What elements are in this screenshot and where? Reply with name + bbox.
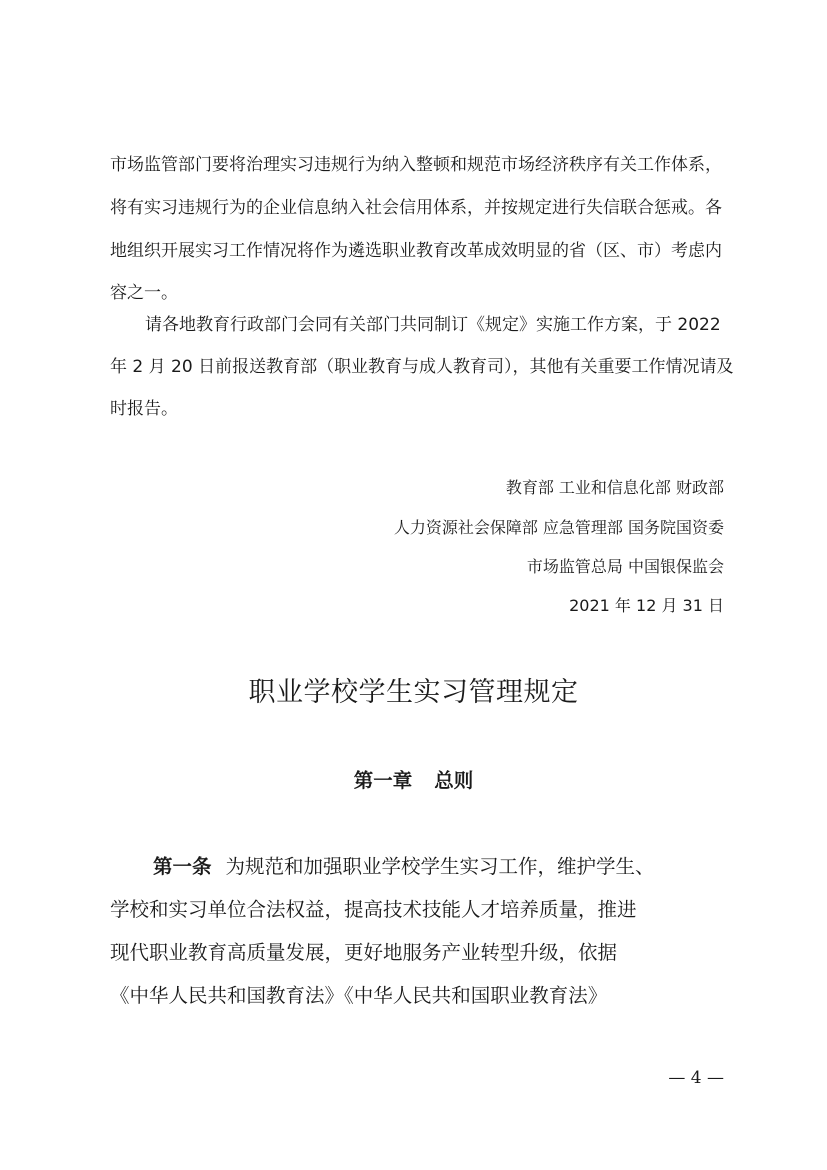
chapter-number: 第一章 bbox=[353, 769, 413, 792]
article-label: 第一条 bbox=[153, 855, 212, 878]
paragraph2-line-1: 请各地教育行政部门会同有关部门共同制订《规定》实施工作方案，于 2022 bbox=[145, 315, 721, 335]
article-line-4: 《中华人民共和国教育法》《中华人民共和国职业教育法》 bbox=[110, 984, 608, 1007]
paragraph1-line-1: 市场监管部门要将治理实习违规行为纳入整顿和规范市场经济秩序有关工作体系， bbox=[110, 155, 722, 175]
page-number: — 4 — bbox=[668, 1068, 724, 1088]
paragraph2-line-3: 时报告。 bbox=[110, 399, 178, 419]
signature-line-3: 市场监管总局 中国银保监会 bbox=[526, 557, 724, 576]
chapter-name: 总则 bbox=[434, 769, 474, 792]
paragraph1-line-4: 容之一。 bbox=[110, 283, 178, 303]
paragraph1-line-3: 地组织开展实习工作情况将作为遴选职业教育改革成效明显的省（区、市）考虑内 bbox=[110, 241, 722, 261]
signature-line-2: 人力资源社会保障部 应急管理部 国务院国资委 bbox=[393, 518, 724, 537]
regulation-title: 职业学校学生实习管理规定 bbox=[248, 677, 579, 708]
chapter-heading bbox=[0, 769, 827, 793]
article-line-2: 学校和实习单位合法权益，提高技术技能人才培养质量，推进 bbox=[110, 898, 637, 921]
paragraph1-line-2: 将有实习违规行为的企业信息纳入社会信用体系，并按规定进行失信联合惩戒。各 bbox=[110, 198, 722, 218]
paragraph2-line-2: 年 2 月 20 日前报送教育部（职业教育与成人教育司），其他有关重要工作情况请及 bbox=[110, 357, 734, 377]
article-line-1 bbox=[153, 855, 655, 879]
article-text-1: 为规范和加强职业学校学生实习工作，维护学生、 bbox=[225, 855, 655, 878]
signature-line-1: 教育部 工业和信息化部 财政部 bbox=[505, 478, 724, 497]
signature-date: 2021 年 12 月 31 日 bbox=[569, 596, 724, 615]
article-line-3: 现代职业教育高质量发展，更好地服务产业转型升级，依据 bbox=[110, 941, 618, 964]
